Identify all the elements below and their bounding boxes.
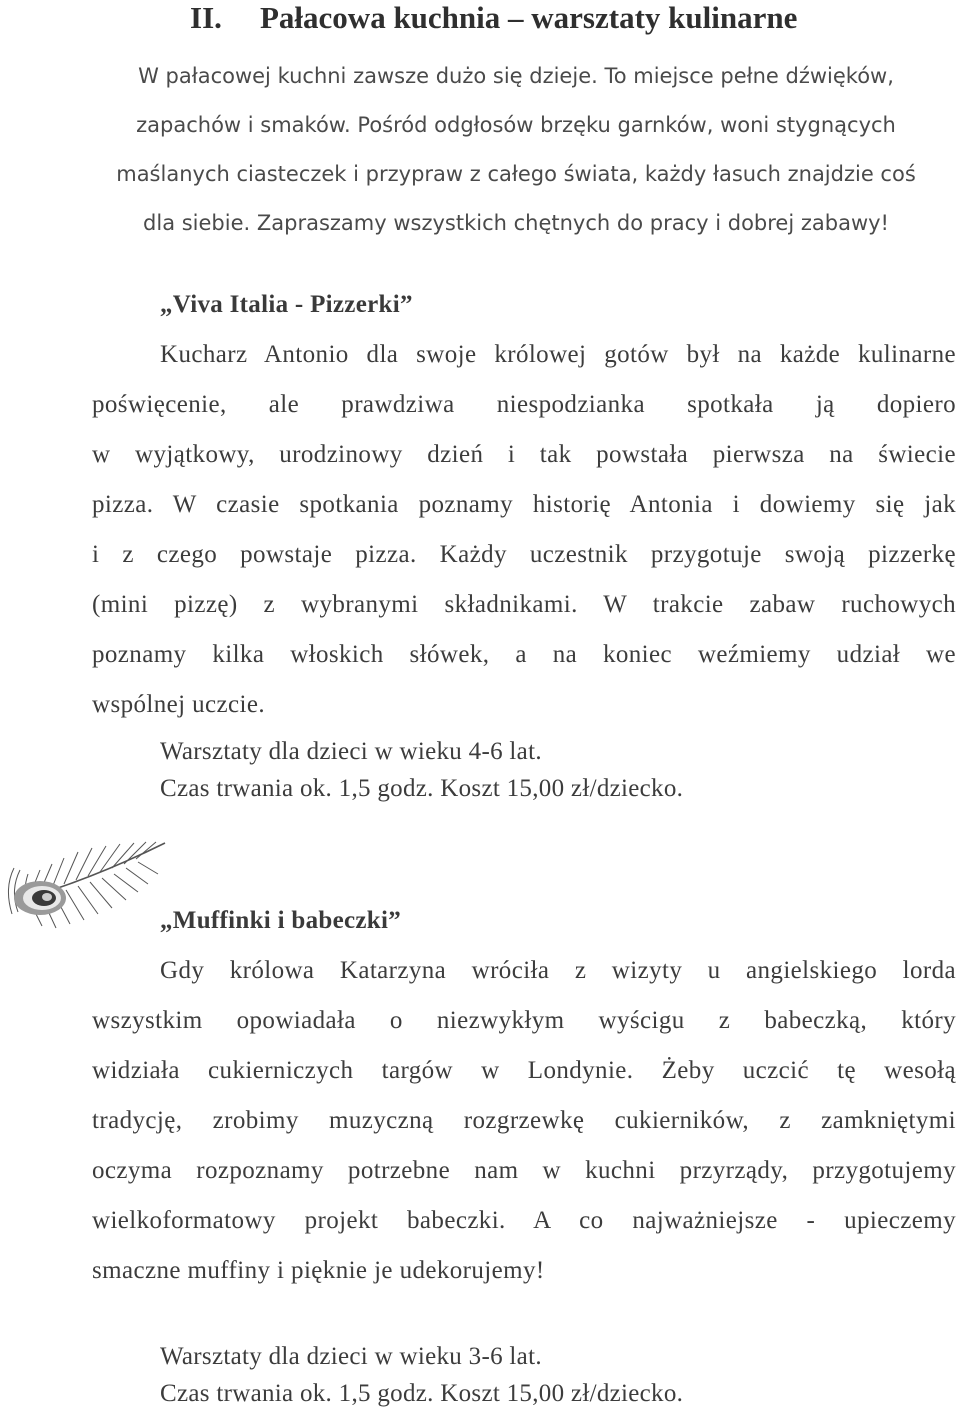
workshop-age: Warsztaty dla dzieci w wieku 3-6 lat.	[160, 1343, 542, 1370]
paragraph-line: pizza. W czasie spotkania poznamy historię Antonia i dowiemy się jak	[92, 491, 956, 518]
section-heading	[190, 0, 797, 36]
paragraph-line: wspólnej uczcie.	[92, 691, 266, 718]
paragraph-line: Gdy królowa Katarzyna wróciła z wizyty u angielskiego lorda	[160, 957, 956, 984]
intro-line: dla siebie. Zapraszamy wszystkich chętnych do pracy i dobrej zabawy!	[143, 211, 889, 235]
workshop-2-info	[160, 1338, 683, 1412]
paragraph-line: Kucharz Antonio dla swoje królowej gotów był na każde kulinarne	[160, 341, 956, 368]
paragraph-line: poznamy kilka włoskich słówek, a na koniec weźmiemy udział we	[92, 641, 956, 668]
paragraph-line: widziała cukierniczych targów w Londynie. Żeby uczcić tę wesołą	[92, 1057, 956, 1084]
workshop-1-info	[160, 733, 683, 807]
paragraph-line: oczyma rozpoznamy potrzebne nam w kuchni przyrządy, przygotujemy	[92, 1157, 956, 1184]
workshop-2-description	[92, 946, 956, 1296]
workshop-duration-cost: Czas trwania ok. 1,5 godz. Koszt 15,00 zł/dziecko.	[160, 775, 684, 802]
paragraph-line: w wyjątkowy, urodzinowy dzień i tak powstała pierwsza na świecie	[92, 441, 956, 468]
paragraph-line: wszystkim opowiadała o niezwykłym wyścigu z babeczką, który	[92, 1007, 956, 1034]
section-title: Pałacowa kuchnia – warsztaty kulinarne	[260, 0, 798, 35]
paragraph-line: i z czego powstaje pizza. Każdy uczestnik przygotuje swoją pizzerkę	[92, 541, 956, 568]
workshop-2-title: „Muffinki i babeczki”	[160, 907, 402, 934]
workshop-duration-cost: Czas trwania ok. 1,5 godz. Koszt 15,00 zł/dziecko.	[160, 1380, 684, 1407]
paragraph-line: tradycję, zrobimy muzyczną rozgrzewkę cukierników, z zamkniętymi	[92, 1107, 956, 1134]
paragraph-line: smaczne muffiny i pięknie je udekorujemy!	[92, 1257, 545, 1284]
intro-line: maślanych ciasteczek i przypraw z całego świata, każdy łasuch znajdzie coś	[116, 162, 916, 186]
workshop-1-description	[92, 330, 956, 730]
paragraph-line: wielkoformatowy projekt babeczki. A co najważniejsze - upieczemy	[92, 1207, 956, 1234]
intro-line: zapachów i smaków. Pośród odgłosów brzęku garnków, woni stygnących	[136, 113, 896, 137]
paragraph-line: (mini pizzę) z wybranymi składnikami. W trakcie zabaw ruchowych	[92, 591, 956, 618]
section-number: II.	[190, 0, 222, 35]
workshop-age: Warsztaty dla dzieci w wieku 4-6 lat.	[160, 738, 542, 765]
peacock-feather-icon	[0, 840, 172, 935]
workshop-1-title: „Viva Italia - Pizzerki”	[160, 291, 413, 318]
paragraph-line: poświęcenie, ale prawdziwa niespodzianka spotkała ją dopiero	[92, 391, 956, 418]
intro-paragraph	[96, 52, 936, 248]
intro-line: W pałacowej kuchni zawsze dużo się dzieje. To miejsce pełne dźwięków,	[138, 64, 894, 88]
